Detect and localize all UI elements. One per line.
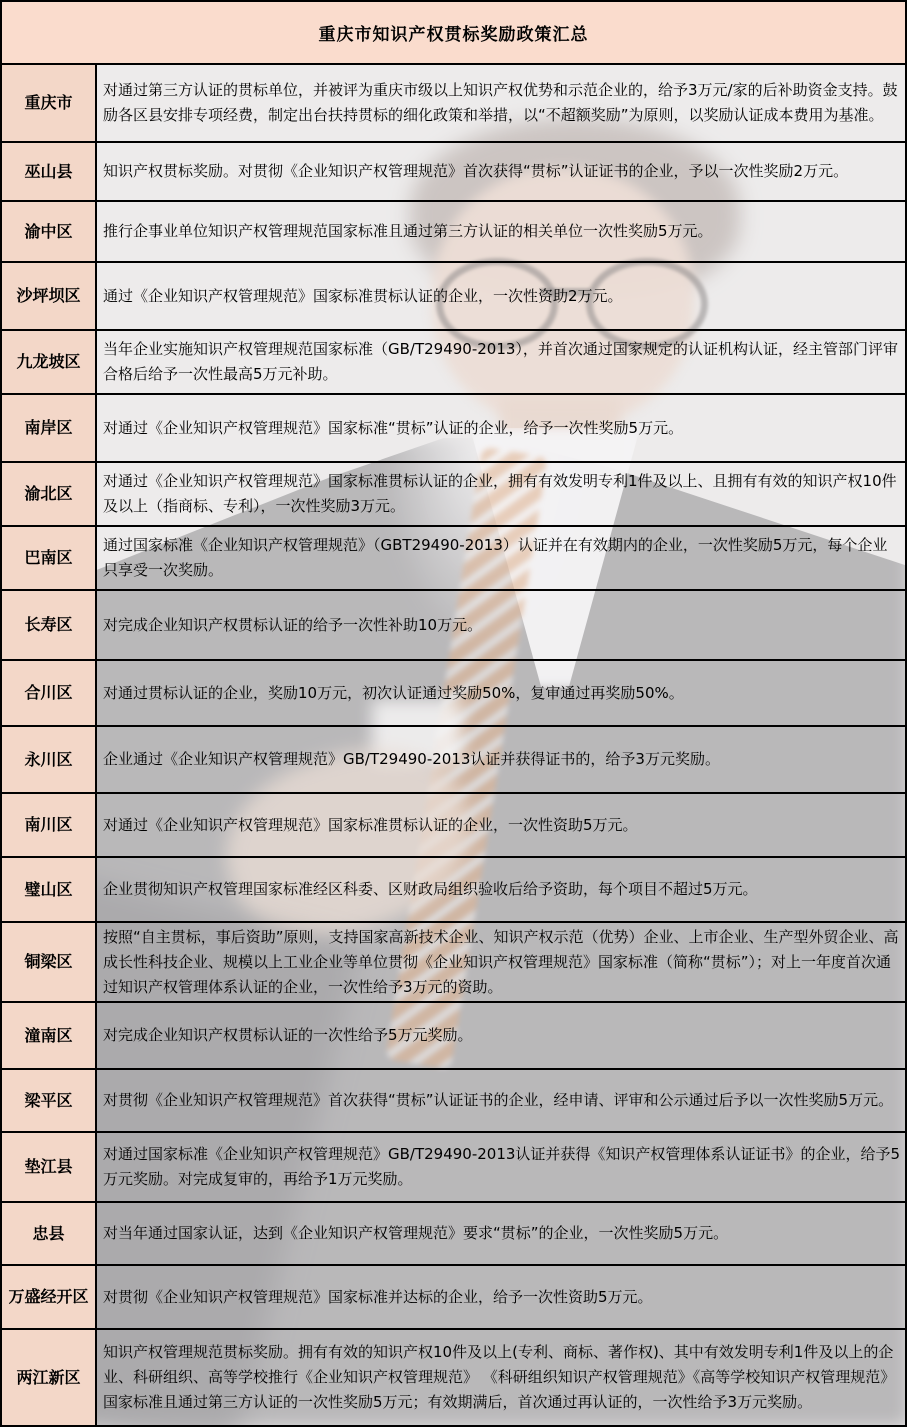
policy-cell [97,858,905,921]
table-row [2,202,905,263]
region-cell: 长寿区 [2,591,97,659]
policy-text: 对完成企业知识产权贯标认证的一次性给予5万元奖励。 [103,1026,473,1044]
policy-cell [97,463,905,525]
policy-cell [97,263,905,329]
table-row [2,1266,905,1330]
table-row [2,1133,905,1203]
table-row [2,143,905,202]
policy-text: 知识产权管理规范贯标奖励。拥有有效的知识产权10件及以上(专利、商标、著作权)、其中有效发明专利1件及以上的企业、科研组织、高等学校推行《企业知识产权管理规范》 《科研组织知识产权管理规范》《高等学校知识产权管理规范》国家标准且通过第三方认证的一次性奖励5万元；有效期满后，首次通过再认证的，一次性给予3万元奖励。 [103,1343,896,1411]
region-cell: 梁平区 [2,1070,97,1131]
policy-text: 通过《企业知识产权管理规范》国家标准贯标认证的企业，一次性资助2万元。 [103,286,623,305]
policy-text: 推行企事业单位知识产权管理规范国家标准且通过第三方认证的相关单位一次性奖励5万元。 [103,222,713,240]
region-cell: 巫山县 [2,143,97,200]
policy-cell [97,591,905,659]
table-row [2,661,905,727]
policy-cell [97,1203,905,1264]
policy-text: 对贯彻《企业知识产权管理规范》国家标准并达标的企业，给予一次性资助5万元。 [103,1287,653,1306]
region-cell: 巴南区 [2,527,97,589]
table-row [2,331,905,395]
policy-cell [97,202,905,261]
policy-text: 对通过国家标准《企业知识产权管理规范》GB/T29490-2013认证并获得《知识产权管理体系认证证书》的企业，给予5万元奖励。对完成复审的，再给予1万元奖励。 [103,1145,900,1188]
table-row [2,591,905,661]
table-row [2,727,905,794]
policy-text: 知识产权贯标奖励。对贯彻《企业知识产权管理规范》首次获得“贯标”认证证书的企业，予以一次性奖励2万元。 [103,162,849,180]
table-row [2,395,905,463]
policy-cell [97,794,905,856]
policy-cell [97,727,905,792]
region-cell: 璧山区 [2,858,97,921]
policy-text: 企业通过《企业知识产权管理规范》GB/T29490-2013认证并获得证书的，给予3万元奖励。 [103,750,720,768]
region-cell: 渝北区 [2,463,97,525]
policy-cell [97,1133,905,1201]
region-cell: 垫江县 [2,1133,97,1201]
table-row [2,1203,905,1266]
policy-text: 对通过《企业知识产权管理规范》国家标准贯标认证的企业，拥有有效发明专利1件及以上、且拥有有效的知识产权10件及以上（指商标、专利），一次性奖励3万元。 [103,472,897,515]
table-row [2,1003,905,1070]
policy-text: 对通过《企业知识产权管理规范》国家标准“贯标”认证的企业，给予一次性奖励5万元。 [103,418,684,437]
policy-cell [97,1330,905,1425]
region-cell: 两江新区 [2,1330,97,1425]
page-title: 重庆市知识产权贯标奖励政策汇总 [2,2,905,63]
region-cell: 南岸区 [2,395,97,461]
policy-cell [97,527,905,589]
table-row [2,65,905,143]
policy-cell [97,1266,905,1328]
policy-text: 企业贯彻知识产权管理国家标准经区科委、区财政局组织验收后给予资助，每个项目不超过5万元。 [103,880,758,898]
policy-text: 对通过《企业知识产权管理规范》国家标准贯标认证的企业，一次性资助5万元。 [103,815,638,834]
policy-cell [97,923,905,1001]
policy-text: 对通过第三方认证的贯标单位，并被评为重庆市级以上知识产权优势和示范企业的，给予3万元/家的后补助资金支持。鼓励各区县安排专项经费，制定出台扶持贯标的细化政策和举措，以“不超额奖励”为原则，以奖励认证成本费用为基准。 [103,81,898,124]
region-cell: 沙坪坝区 [2,263,97,329]
table-row [2,263,905,331]
policy-cell [97,1003,905,1068]
region-cell: 渝中区 [2,202,97,261]
region-cell: 南川区 [2,794,97,856]
region-cell: 九龙坡区 [2,331,97,393]
policy-cell [97,143,905,200]
policy-cell [97,331,905,393]
table-row [2,1330,905,1425]
region-cell: 永川区 [2,727,97,792]
policy-text: 对贯彻《企业知识产权管理规范》首次获得“贯标”认证证书的企业，经申请、评审和公示通过后予以一次性奖励5万元。 [103,1091,894,1109]
region-cell: 铜梁区 [2,923,97,1001]
region-cell: 忠县 [2,1203,97,1264]
policy-cell [97,1070,905,1131]
region-cell: 重庆市 [2,65,97,141]
table-row [2,923,905,1003]
table-row [2,463,905,527]
region-cell: 万盛经开区 [2,1266,97,1328]
region-cell: 合川区 [2,661,97,725]
policy-text: 按照“自主贯标，事后资助”原则，支持国家高新技术企业、知识产权示范（优势）企业、上市企业、生产型外贸企业、高成长性科技企业、规模以上工业企业等单位贯彻《企业知识产权管理规范》国家标准（简称“贯标”）；对上一年度首次通过知识产权管理体系认证的企业，一次性给予3万元的资助。 [103,927,899,996]
policy-cell [97,395,905,461]
policy-text: 当年企业实施知识产权管理规范国家标准（GB/T29490-2013），并首次通过国家规定的认证机构认证，经主管部门评审合格后给予一次性最高5万元补助。 [103,340,898,383]
table-title-row [2,2,905,65]
table-row [2,527,905,591]
table-row [2,858,905,923]
policy-text: 对通过贯标认证的企业，奖励10万元，初次认证通过奖励50%，复审通过再奖励50%。 [103,683,684,702]
policy-text: 对当年通过国家认证，达到《企业知识产权管理规范》要求“贯标”的企业，一次性奖励5万元。 [103,1224,729,1242]
policy-cell [97,661,905,725]
table-row [2,794,905,858]
region-cell: 潼南区 [2,1003,97,1068]
policy-text: 通过国家标准《企业知识产权管理规范》（GBT29490-2013）认证并在有效期内的企业，一次性奖励5万元，每个企业只享受一次奖励。 [103,536,888,579]
policy-text: 对完成企业知识产权贯标认证的给予一次性补助10万元。 [103,615,483,634]
policy-cell [97,65,905,141]
table-row [2,1070,905,1133]
